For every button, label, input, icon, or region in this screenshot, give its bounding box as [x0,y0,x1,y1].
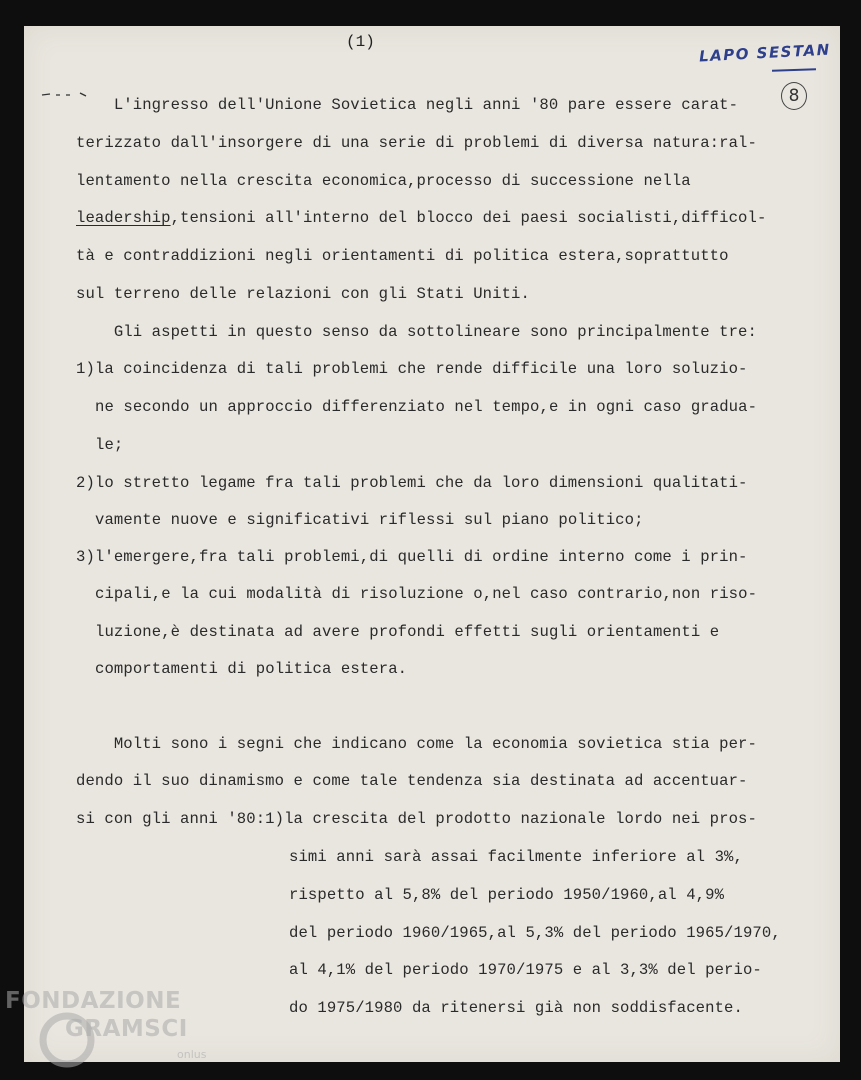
text-line: Gli aspetti in questo senso da sottolineare sono principalmente tre: [76,323,757,341]
text-line: leadership,tensioni all'interno del blocco dei paesi socialisti,difficol- [76,209,767,227]
text-line: do 1975/1980 da ritenersi già non soddisfacente. [289,999,743,1017]
text-line: 1)la coincidenza di tali problemi che rende difficile una loro soluzio- [76,360,748,378]
circled-number-annotation: 8 [781,82,807,110]
text-line: comportamenti di politica estera. [95,660,408,678]
text-line: ne secondo un approccio differenziato nel tempo,e in ogni caso gradua- [95,398,758,416]
text-line: sul terreno delle relazioni con gli Stati Uniti. [76,285,530,303]
text-line: vamente nuove e significativi riflessi sul piano politico; [95,511,644,529]
text-line: dendo il suo dinamismo e come tale tendenza sia destinata ad accentuar- [76,772,748,790]
text-line: del periodo 1960/1965,al 5,3% del periodo 1965/1970, [289,924,781,942]
text-line: tà e contraddizioni negli orientamenti di politica estera,soprattutto [76,247,729,265]
text-line: 3)l'emergere,fra tali problemi,di quelli di ordine interno come i prin- [76,548,748,566]
text-line: terizzato dall'insorgere di una serie di problemi di diversa natura:ral- [76,134,757,152]
text-line: le; [95,436,124,454]
fondazione-gramsci-watermark [5,988,220,1078]
watermark-line1: FONDAZIONE [5,988,182,1014]
text-line: L'ingresso dell'Unione Sovietica negli anni '80 pare essere carat- [76,96,739,114]
text-line: al 4,1% del periodo 1970/1975 e al 3,3% del perio- [289,961,762,979]
text-line: 2)lo stretto legame fra tali problemi che da loro dimensioni qualitati- [76,474,748,492]
text-line: simi anni sarà assai facilmente inferiore al 3%, [289,848,743,866]
underlined-word: leadership [76,209,171,227]
watermark-suffix: onlus [177,1048,207,1061]
text-line: Molti sono i segni che indicano come la economia sovietica stia per- [76,735,757,753]
text-line: rispetto al 5,8% del periodo 1950/1960,al 4,9% [289,886,725,904]
text-line: si con gli anni '80:1)la crescita del prodotto nazionale lordo nei pros- [76,810,757,828]
watermark-line2: GRAMSCI [65,1016,188,1042]
text-line: cipali,e la cui modalità di risoluzione o,nel caso contrario,non riso- [95,585,758,603]
handwritten-author-note: LAPO SESTAN [698,40,832,66]
text-line: luzione,è destinata ad avere profondi effetti sugli orientamenti e [95,623,720,641]
text-line: lentamento nella crescita economica,processo di successione nella [76,172,701,190]
page-number: (1) [346,33,375,51]
